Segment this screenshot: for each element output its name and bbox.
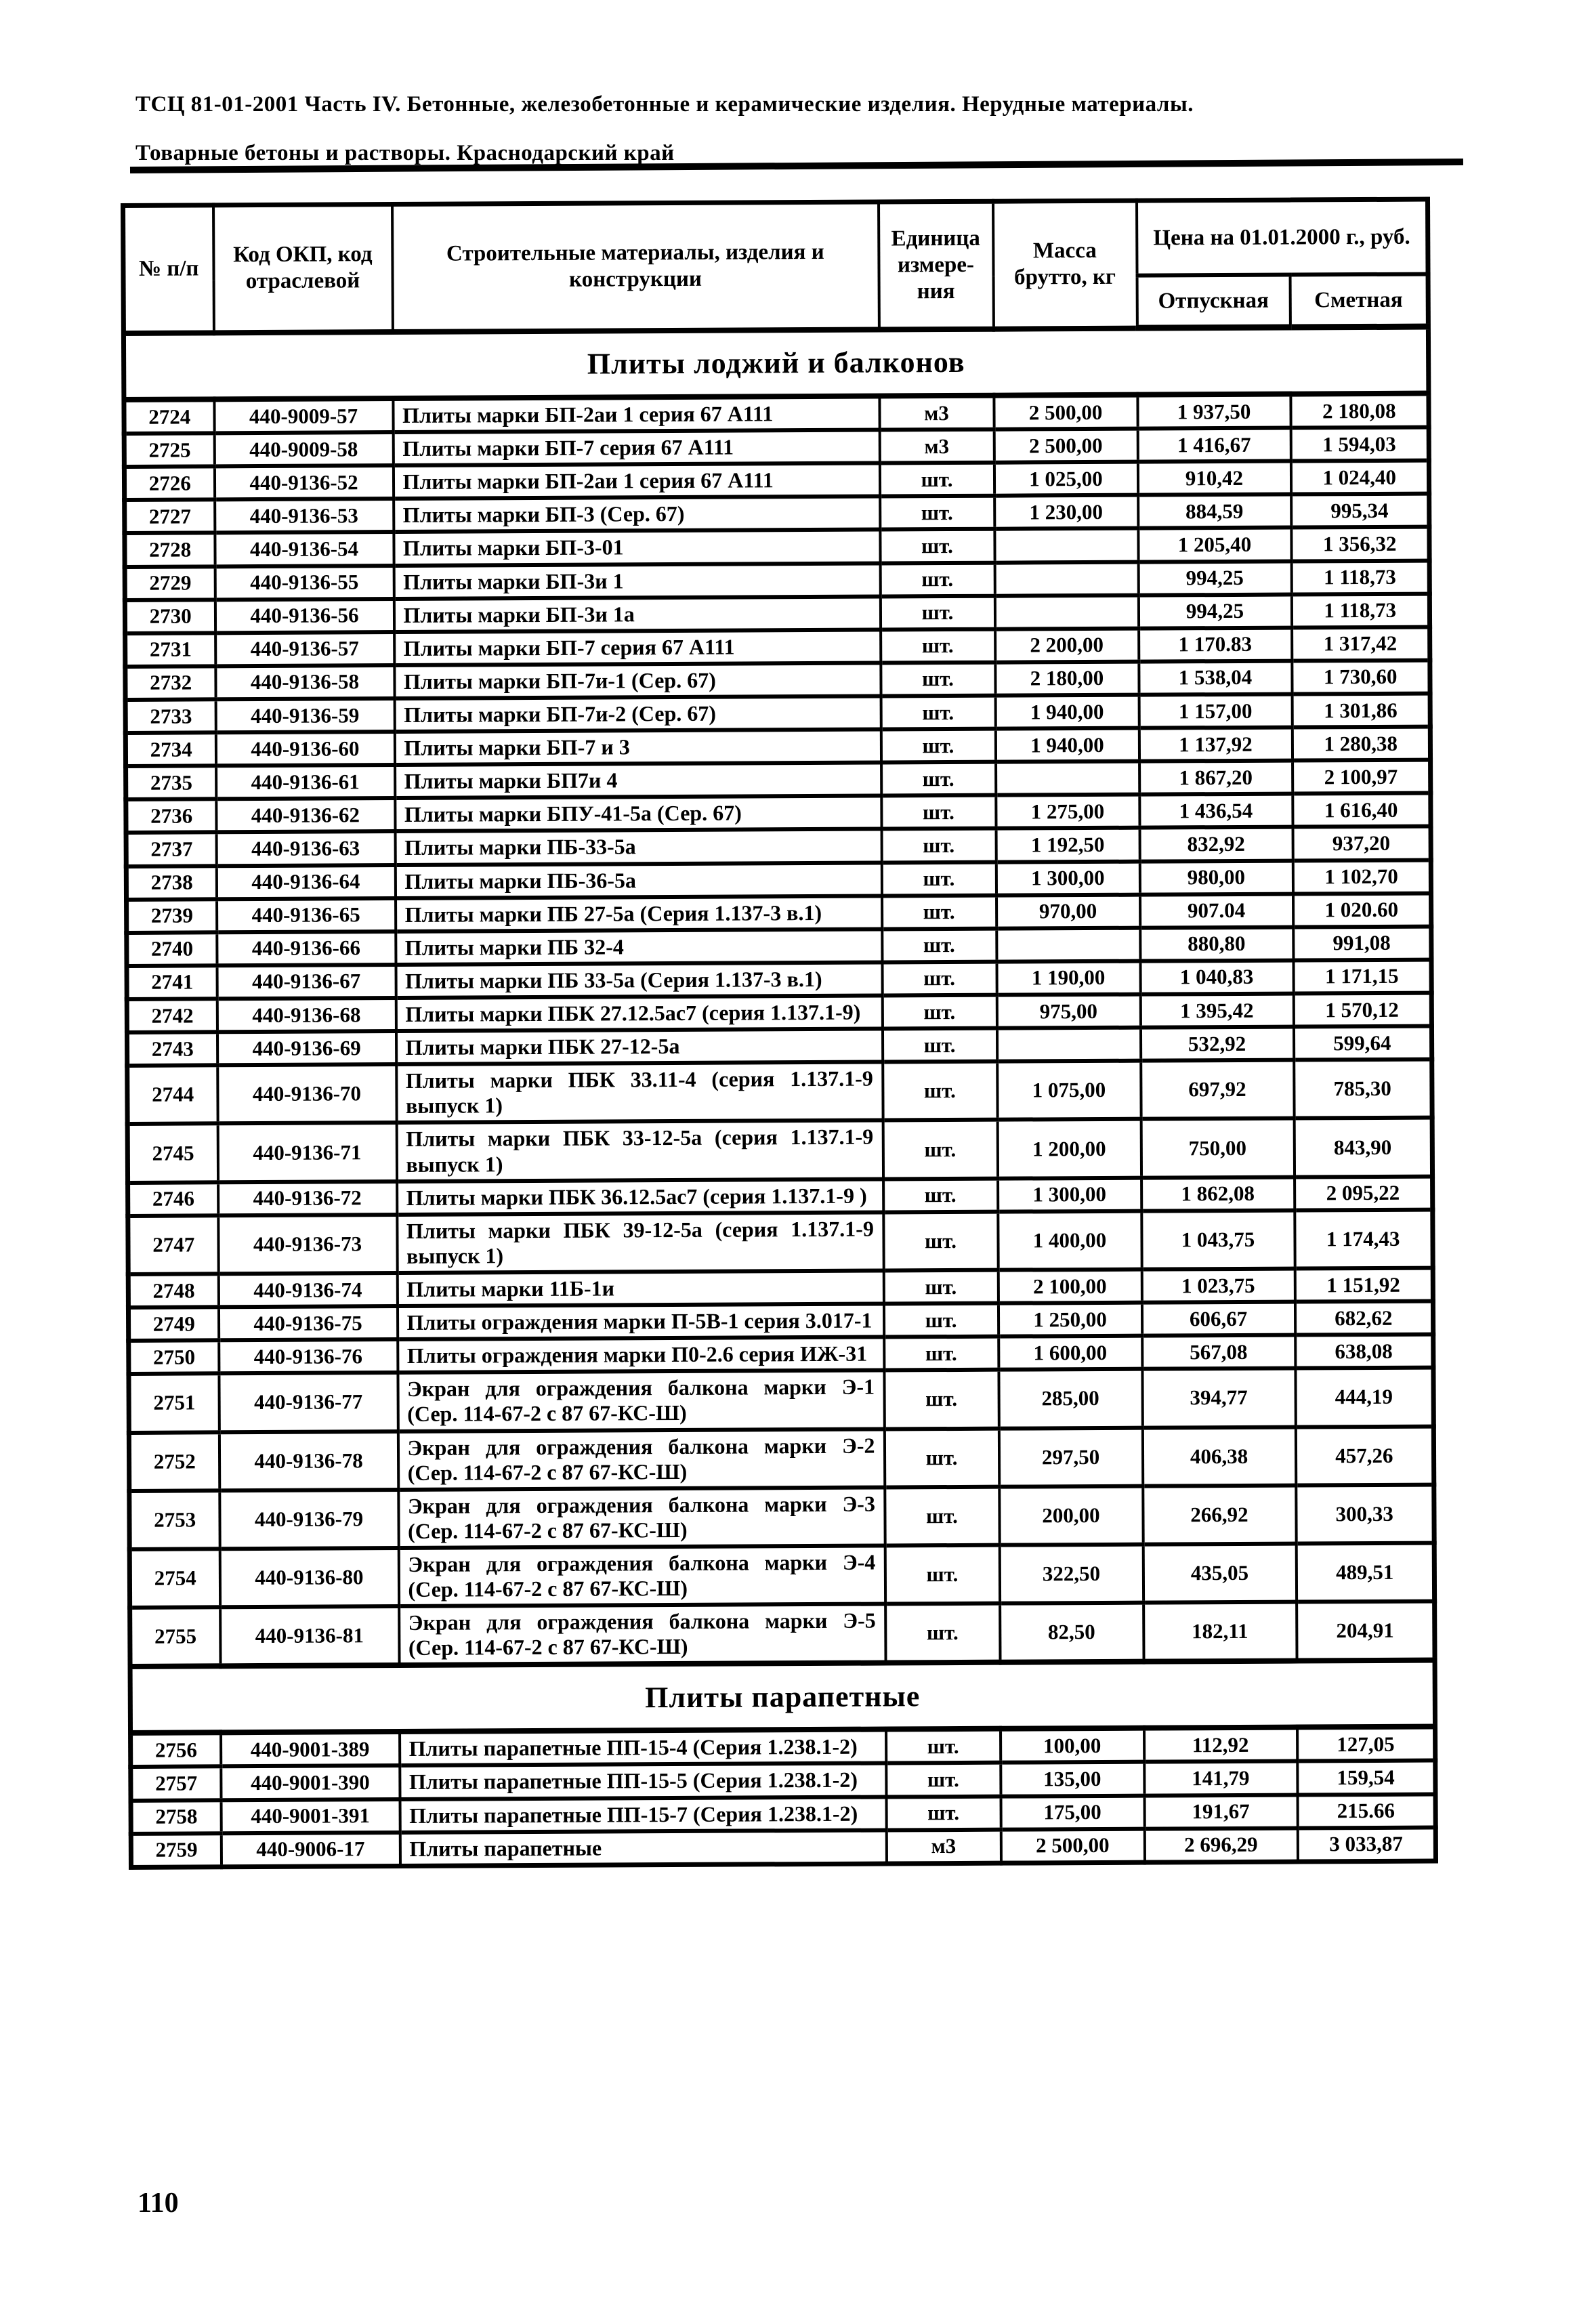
- okp-code-cell: 440-9136-59: [215, 698, 394, 732]
- selling-price-cell: 907.04: [1140, 894, 1293, 927]
- row-num-cell: 2743: [127, 1032, 217, 1066]
- estimate-price-cell: 457,26: [1295, 1426, 1433, 1485]
- unit-cell: шт.: [881, 829, 996, 862]
- mass-cell: 1 275,00: [996, 795, 1139, 829]
- estimate-price-cell: 1 356,32: [1291, 527, 1429, 561]
- okp-code-cell: 440-9006-17: [221, 1833, 400, 1867]
- estimate-price-cell: 2 095,22: [1295, 1176, 1433, 1210]
- selling-price-cell: 880,80: [1140, 927, 1293, 961]
- okp-code-cell: 440-9136-70: [217, 1064, 396, 1124]
- estimate-price-cell: 2 180,08: [1290, 394, 1429, 428]
- okp-code-cell: 440-9136-65: [217, 898, 396, 932]
- okp-code-cell: 440-9136-71: [217, 1123, 396, 1182]
- material-name-cell: Плиты марки ПБ 27-5а (Серия 1.137-3 в.1): [396, 896, 882, 932]
- row-num-cell: 2732: [125, 666, 215, 700]
- mass-cell: 2 500,00: [1001, 1828, 1144, 1863]
- mass-cell: 200,00: [999, 1486, 1143, 1545]
- mass-cell: 82,50: [1000, 1603, 1143, 1662]
- okp-code-cell: 440-9136-61: [216, 765, 395, 799]
- material-name-cell: Плиты марки БП-7 серия 67 А111: [393, 430, 879, 466]
- selling-price-cell: 994,25: [1138, 594, 1291, 628]
- selling-price-cell: 182,11: [1143, 1602, 1297, 1662]
- estimate-price-cell: 682,62: [1295, 1301, 1433, 1335]
- column-header-okp-code: Код ОКП, код отраслевой: [213, 205, 393, 333]
- unit-cell: шт.: [880, 529, 994, 563]
- row-num-cell: 2733: [125, 699, 215, 733]
- table-row: [128, 1209, 1433, 1274]
- material-name-cell: Плиты парапетные ПП-15-4 (Серия 1.238.1-2): [400, 1730, 886, 1766]
- estimate-price-cell: 2 100,97: [1293, 760, 1431, 794]
- selling-price-cell: 1 157,00: [1139, 694, 1292, 728]
- estimate-price-cell: 638,08: [1295, 1335, 1433, 1368]
- okp-code-cell: 440-9136-76: [219, 1339, 398, 1373]
- row-num-cell: 2739: [127, 899, 217, 933]
- unit-cell: шт.: [883, 1062, 997, 1121]
- material-name-cell: Плиты марки БП-3и 1: [394, 563, 880, 599]
- unit-cell: шт.: [880, 562, 994, 596]
- okp-code-cell: 440-9136-73: [218, 1215, 397, 1274]
- okp-code-cell: 440-9136-75: [218, 1306, 397, 1340]
- estimate-price-cell: 599,64: [1293, 1026, 1431, 1060]
- mass-cell: 1 200,00: [997, 1119, 1141, 1178]
- material-name-cell: Плиты ограждения марки П0-2.6 серия ИЖ-31: [398, 1337, 884, 1373]
- material-name-cell: Плиты парапетные: [400, 1830, 886, 1866]
- material-name-cell: Плиты марки ПБК 39-12-5а (серия 1.137.1-9 выпуск 1): [397, 1212, 883, 1273]
- selling-price-cell: 567,08: [1142, 1335, 1295, 1369]
- okp-code-cell: 440-9136-78: [219, 1431, 398, 1491]
- estimate-price-cell: 489,51: [1296, 1543, 1434, 1602]
- okp-code-cell: 440-9136-69: [217, 1031, 396, 1065]
- okp-code-cell: 440-9001-390: [221, 1765, 400, 1799]
- okp-code-cell: 440-9136-77: [219, 1373, 398, 1432]
- selling-price-cell: 1 436,54: [1139, 794, 1293, 828]
- table-row: [131, 1827, 1435, 1867]
- selling-price-cell: 1 137,92: [1139, 728, 1292, 761]
- mass-cell: 2 180,00: [995, 662, 1139, 696]
- unit-cell: м3: [879, 430, 994, 463]
- estimate-price-cell: 1 594,03: [1290, 427, 1429, 461]
- unit-cell: шт.: [886, 1796, 1001, 1830]
- selling-price-cell: 1 538,04: [1139, 661, 1292, 694]
- selling-price-cell: 1 043,75: [1141, 1210, 1295, 1269]
- row-num-cell: 2729: [125, 566, 215, 600]
- row-num-cell: 2749: [128, 1307, 218, 1341]
- material-name-cell: Плиты марки ПБ 32-4: [396, 929, 882, 965]
- column-header-price: Цена на 01.01.2000 г., руб.: [1136, 199, 1428, 276]
- unit-cell: шт.: [881, 696, 995, 730]
- unit-cell: шт.: [879, 463, 994, 497]
- selling-price-cell: 2 696,29: [1144, 1828, 1297, 1862]
- unit-cell: шт.: [881, 862, 996, 896]
- table-header-row-1: [123, 199, 1429, 280]
- row-num-cell: 2741: [127, 965, 217, 999]
- mass-cell: [994, 562, 1138, 595]
- selling-price-cell: 884,59: [1138, 495, 1291, 528]
- row-num-cell: 2756: [131, 1733, 221, 1767]
- row-num-cell: 2757: [131, 1767, 221, 1801]
- estimate-price-cell: 995,34: [1291, 494, 1429, 528]
- selling-price-cell: 435,05: [1143, 1543, 1296, 1602]
- row-num-cell: 2746: [128, 1182, 218, 1216]
- mass-cell: 1 025,00: [994, 462, 1137, 496]
- estimate-price-cell: 159,54: [1297, 1761, 1435, 1795]
- row-num-cell: 2755: [130, 1607, 220, 1667]
- unit-cell: шт.: [884, 1370, 999, 1429]
- row-num-cell: 2738: [126, 866, 216, 900]
- unit-cell: м3: [879, 396, 994, 430]
- table-body: [123, 327, 1435, 1867]
- okp-code-cell: 440-9136-52: [214, 465, 393, 499]
- table-row: [129, 1368, 1433, 1433]
- material-name-cell: Плиты ограждения марки П-5В-1 серия 3.017-1: [397, 1304, 883, 1340]
- column-header-selling-price: Отпускная: [1137, 275, 1290, 329]
- selling-price-cell: 994,25: [1138, 561, 1291, 595]
- material-name-cell: Экран для ограждения балкона марки Э-4 (Сер. 114-67-2 с 87 67-КС-Ш): [398, 1545, 885, 1606]
- row-num-cell: 2751: [129, 1374, 219, 1433]
- material-name-cell: Плиты марки БП-7и-2 (Сер. 67): [394, 696, 881, 732]
- row-num-cell: 2742: [127, 999, 217, 1032]
- selling-price-cell: 910,42: [1137, 461, 1290, 495]
- row-num-cell: 2727: [125, 500, 215, 534]
- material-name-cell: Плиты марки ПБ-33-5а: [395, 829, 881, 865]
- estimate-price-cell: 215.66: [1297, 1794, 1435, 1828]
- column-header-estimate-price: Сметная: [1290, 274, 1428, 327]
- okp-code-cell: 440-9136-66: [217, 932, 396, 965]
- row-num-cell: 2731: [125, 633, 215, 667]
- unit-cell: шт.: [880, 595, 994, 629]
- section-title-row: [123, 327, 1428, 400]
- material-name-cell: Плиты марки БП-3 (Сер. 67): [394, 497, 880, 532]
- unit-cell: шт.: [882, 995, 996, 1029]
- page-number: 110: [138, 2188, 179, 2219]
- row-num-cell: 2726: [124, 467, 214, 501]
- okp-code-cell: 440-9136-54: [215, 532, 394, 566]
- okp-code-cell: 440-9136-58: [215, 665, 394, 699]
- material-name-cell: Экран для ограждения балкона марки Э-5 (Сер. 114-67-2 с 87 67-КС-Ш): [399, 1604, 885, 1666]
- estimate-price-cell: 937,20: [1293, 826, 1431, 860]
- mass-cell: [994, 528, 1138, 562]
- row-num-cell: 2747: [128, 1215, 218, 1274]
- material-name-cell: Плиты марки БП-3и 1а: [394, 596, 880, 632]
- mass-cell: 2 200,00: [995, 628, 1139, 662]
- unit-cell: шт.: [883, 1303, 998, 1337]
- estimate-price-cell: 1 118,73: [1291, 560, 1429, 594]
- mass-cell: 1 400,00: [998, 1211, 1141, 1270]
- okp-code-cell: 440-9136-57: [215, 632, 394, 666]
- unit-cell: шт.: [884, 1428, 999, 1487]
- mass-cell: [996, 761, 1139, 795]
- okp-code-cell: 440-9009-58: [214, 432, 393, 466]
- material-name-cell: Плиты марки БП-3-01: [394, 530, 880, 566]
- selling-price-cell: 1 040,83: [1140, 960, 1293, 994]
- selling-price-cell: 697,92: [1141, 1060, 1294, 1119]
- estimate-price-cell: 1 301,86: [1292, 694, 1430, 728]
- row-num-cell: 2728: [125, 533, 215, 567]
- mass-cell: 2 100,00: [998, 1270, 1141, 1303]
- mass-cell: 322,50: [999, 1545, 1143, 1604]
- mass-cell: 1 075,00: [997, 1061, 1141, 1120]
- estimate-price-cell: 1 118,73: [1291, 593, 1429, 627]
- unit-cell: м3: [886, 1829, 1001, 1863]
- table-row: [129, 1426, 1433, 1491]
- row-num-cell: 2752: [129, 1432, 219, 1491]
- row-num-cell: 2734: [125, 732, 215, 766]
- material-name-cell: Плиты марки 11Б-1и: [397, 1270, 883, 1306]
- okp-code-cell: 440-9136-79: [219, 1490, 398, 1549]
- table-row: [129, 1484, 1434, 1549]
- estimate-price-cell: 1 151,92: [1295, 1268, 1433, 1302]
- mass-cell: 975,00: [996, 995, 1140, 1028]
- mass-cell: 1 940,00: [995, 695, 1139, 729]
- estimate-price-cell: 1 171,15: [1293, 959, 1431, 993]
- column-header-unit: Единица измере- ния: [879, 201, 994, 329]
- material-name-cell: Плиты марки БП7и 4: [395, 763, 881, 799]
- selling-price-cell: 191,67: [1144, 1795, 1297, 1828]
- mass-cell: [996, 927, 1140, 961]
- material-name-cell: Плиты марки БП-2аи 1 серия 67 А111: [393, 396, 879, 433]
- estimate-price-cell: 1 102,70: [1293, 860, 1431, 894]
- mass-cell: 1 600,00: [999, 1336, 1142, 1370]
- okp-code-cell: 440-9136-72: [218, 1181, 397, 1215]
- mass-cell: 297,50: [999, 1427, 1142, 1486]
- okp-code-cell: 440-9136-74: [218, 1273, 397, 1307]
- unit-cell: шт.: [881, 795, 996, 829]
- table-row: [127, 1060, 1432, 1125]
- selling-price-cell: 1 023,75: [1141, 1269, 1295, 1303]
- material-name-cell: Плиты парапетные ПП-15-7 (Серия 1.238.1-2): [400, 1797, 886, 1833]
- selling-price-cell: 112,92: [1144, 1728, 1297, 1762]
- estimate-price-cell: 204,91: [1297, 1602, 1435, 1661]
- estimate-price-cell: 1 616,40: [1293, 793, 1431, 827]
- price-table: [121, 197, 1438, 1870]
- unit-cell: шт.: [886, 1729, 1001, 1763]
- mass-cell: 175,00: [1001, 1795, 1144, 1829]
- selling-price-cell: 406,38: [1142, 1427, 1295, 1486]
- row-num-cell: 2758: [131, 1800, 221, 1834]
- mass-cell: 135,00: [1001, 1762, 1144, 1796]
- row-num-cell: 2730: [125, 600, 215, 633]
- unit-cell: шт.: [883, 1270, 998, 1304]
- section-title: Плиты лоджий и балконов: [123, 327, 1428, 400]
- estimate-price-cell: 785,30: [1294, 1060, 1432, 1118]
- unit-cell: шт.: [883, 1211, 998, 1270]
- material-name-cell: Экран для ограждения балкона марки Э-2 (Сер. 114-67-2 с 87 67-КС-Ш): [398, 1429, 884, 1490]
- unit-cell: шт.: [881, 629, 995, 663]
- selling-price-cell: 606,67: [1141, 1302, 1295, 1336]
- unit-cell: шт.: [881, 663, 995, 696]
- estimate-price-cell: 843,90: [1294, 1118, 1432, 1177]
- mass-cell: 1 300,00: [998, 1177, 1141, 1211]
- okp-code-cell: 440-9136-55: [215, 566, 394, 600]
- material-name-cell: Плиты марки БП-7 серия 67 А111: [394, 629, 881, 665]
- estimate-price-cell: 3 033,87: [1297, 1827, 1435, 1862]
- row-num-cell: 2724: [124, 399, 214, 434]
- selling-price-cell: 980,00: [1139, 860, 1293, 894]
- section-title: Плиты парапетные: [130, 1660, 1435, 1733]
- material-name-cell: Плиты марки БП-2аи 1 серия 67 А111: [393, 463, 879, 499]
- material-name-cell: Плиты марки БП-7 и 3: [394, 730, 881, 766]
- selling-price-cell: 1 416,67: [1137, 428, 1290, 462]
- estimate-price-cell: 127,05: [1297, 1727, 1435, 1761]
- selling-price-cell: 532,92: [1140, 1027, 1293, 1061]
- okp-code-cell: 440-9136-68: [217, 998, 396, 1032]
- selling-price-cell: 1 867,20: [1139, 761, 1293, 795]
- unit-cell: шт.: [882, 962, 996, 996]
- mass-cell: 285,00: [999, 1369, 1142, 1428]
- row-num-cell: 2740: [127, 932, 217, 966]
- estimate-price-cell: 1 174,43: [1295, 1209, 1433, 1268]
- unit-cell: шт.: [884, 1337, 999, 1370]
- table-row: [130, 1602, 1435, 1667]
- mass-cell: 970,00: [996, 894, 1140, 928]
- material-name-cell: Плиты марки БПУ-41-5а (Сер. 67): [395, 796, 881, 832]
- selling-price-cell: 1 205,40: [1138, 528, 1291, 562]
- material-name-cell: Плиты марки ПБК 36.12.5ас7 (серия 1.137.1-9 ): [397, 1179, 883, 1215]
- estimate-price-cell: 1 317,42: [1292, 627, 1430, 661]
- selling-price-cell: 750,00: [1141, 1118, 1294, 1177]
- okp-code-cell: 440-9136-64: [216, 865, 395, 899]
- material-name-cell: Экран для ограждения балкона марки Э-3 (Сер. 114-67-2 с 87 67-КС-Ш): [398, 1487, 885, 1548]
- selling-price-cell: 1 937,50: [1137, 394, 1290, 429]
- okp-code-cell: 440-9136-62: [216, 798, 395, 832]
- unit-cell: шт.: [886, 1763, 1001, 1797]
- estimate-price-cell: 300,33: [1296, 1484, 1434, 1543]
- mass-cell: [994, 595, 1138, 629]
- row-num-cell: 2725: [124, 433, 214, 467]
- mass-cell: 1 300,00: [996, 861, 1139, 895]
- okp-code-cell: 440-9136-56: [215, 599, 394, 633]
- okp-code-cell: 440-9136-67: [217, 965, 396, 999]
- row-num-cell: 2745: [127, 1124, 217, 1183]
- material-name-cell: Плиты марки ПБ-36-5а: [395, 862, 881, 898]
- estimate-price-cell: 1 024,40: [1290, 461, 1429, 495]
- column-header-num: № п/п: [123, 205, 214, 333]
- unit-cell: шт.: [885, 1545, 999, 1604]
- selling-price-cell: 266,92: [1143, 1485, 1296, 1544]
- row-num-cell: 2759: [131, 1833, 221, 1867]
- okp-code-cell: 440-9009-57: [214, 398, 393, 433]
- unit-cell: шт.: [881, 729, 995, 763]
- table-row: [127, 1118, 1432, 1183]
- row-num-cell: 2753: [129, 1490, 219, 1549]
- material-name-cell: Плиты марки ПБК 33.11-4 (серия 1.137.1-9 выпуск 1): [396, 1062, 883, 1123]
- mass-cell: 1 940,00: [995, 728, 1139, 762]
- unit-cell: шт.: [882, 895, 996, 929]
- estimate-price-cell: 444,19: [1295, 1368, 1433, 1427]
- unit-cell: шт.: [882, 1028, 996, 1062]
- document-header-line1: ТСЦ 81-01-2001 Часть IV. Бетонные, железобетонные и керамические изделия. Нерудные материалы.: [135, 92, 1194, 117]
- unit-cell: шт.: [880, 496, 994, 530]
- mass-cell: 1 192,50: [996, 828, 1139, 862]
- selling-price-cell: 394,77: [1142, 1368, 1295, 1427]
- unit-cell: шт.: [885, 1604, 1000, 1663]
- column-header-mass: Масса брутто, кг: [993, 201, 1137, 329]
- unit-cell: шт.: [883, 1120, 997, 1179]
- mass-cell: 1 190,00: [996, 961, 1140, 995]
- mass-cell: 100,00: [1001, 1728, 1144, 1763]
- column-header-material-name: Строительные материалы, изделия и конструкции: [392, 202, 879, 332]
- okp-code-cell: 440-9001-389: [221, 1732, 400, 1766]
- material-name-cell: Экран для ограждения балкона марки Э-1 (Сер. 114-67-2 с 87 67-КС-Ш): [398, 1370, 884, 1431]
- table-row: [129, 1543, 1434, 1608]
- material-name-cell: Плиты марки ПБК 33-12-5а (серия 1.137.1-9 выпуск 1): [396, 1121, 883, 1181]
- okp-code-cell: 440-9136-80: [219, 1548, 398, 1608]
- okp-code-cell: 440-9136-53: [215, 499, 394, 532]
- row-num-cell: 2748: [128, 1274, 218, 1307]
- document-header-line2: Товарные бетоны и растворы. Краснодарский край: [135, 141, 675, 165]
- unit-cell: шт.: [881, 762, 996, 796]
- row-num-cell: 2750: [129, 1340, 219, 1374]
- okp-code-cell: 440-9001-391: [221, 1799, 400, 1833]
- estimate-price-cell: 991,08: [1293, 926, 1431, 960]
- row-num-cell: 2754: [129, 1549, 219, 1608]
- selling-price-cell: 832,92: [1139, 827, 1293, 861]
- mass-cell: 2 500,00: [994, 395, 1137, 430]
- row-num-cell: 2735: [126, 766, 216, 800]
- material-name-cell: Плиты марки ПБК 27.12.5ас7 (серия 1.137.1-9): [396, 995, 882, 1031]
- table-header: [123, 199, 1429, 333]
- estimate-price-cell: 1 570,12: [1293, 993, 1431, 1027]
- selling-price-cell: 1 170.83: [1139, 627, 1292, 661]
- selling-price-cell: 141,79: [1144, 1761, 1297, 1795]
- material-name-cell: Плиты марки ПБ 33-5а (Серия 1.137-3 в.1): [396, 962, 882, 998]
- unit-cell: шт.: [883, 1178, 998, 1212]
- okp-code-cell: 440-9136-60: [215, 732, 394, 766]
- unit-cell: шт.: [885, 1486, 999, 1545]
- material-name-cell: Плиты марки ПБК 27-12-5а: [396, 1029, 882, 1065]
- estimate-price-cell: 1 280,38: [1292, 727, 1430, 761]
- section-title-row: [130, 1660, 1435, 1733]
- estimate-price-cell: 1 730,60: [1292, 660, 1430, 694]
- estimate-price-cell: 1 020.60: [1293, 893, 1431, 927]
- selling-price-cell: 1 862,08: [1141, 1177, 1295, 1211]
- selling-price-cell: 1 395,42: [1140, 994, 1293, 1028]
- okp-code-cell: 440-9136-63: [216, 831, 395, 865]
- okp-code-cell: 440-9136-81: [220, 1606, 399, 1667]
- mass-cell: 1 230,00: [994, 495, 1138, 529]
- row-num-cell: 2744: [127, 1066, 217, 1125]
- row-num-cell: 2737: [126, 833, 216, 866]
- mass-cell: 2 500,00: [994, 429, 1137, 463]
- row-num-cell: 2736: [126, 799, 216, 833]
- mass-cell: [996, 1028, 1140, 1062]
- mass-cell: 1 250,00: [998, 1303, 1141, 1337]
- unit-cell: шт.: [882, 928, 996, 962]
- material-name-cell: Плиты парапетные ПП-15-5 (Серия 1.238.1-2): [400, 1763, 886, 1799]
- material-name-cell: Плиты марки БП-7и-1 (Сер. 67): [394, 663, 881, 698]
